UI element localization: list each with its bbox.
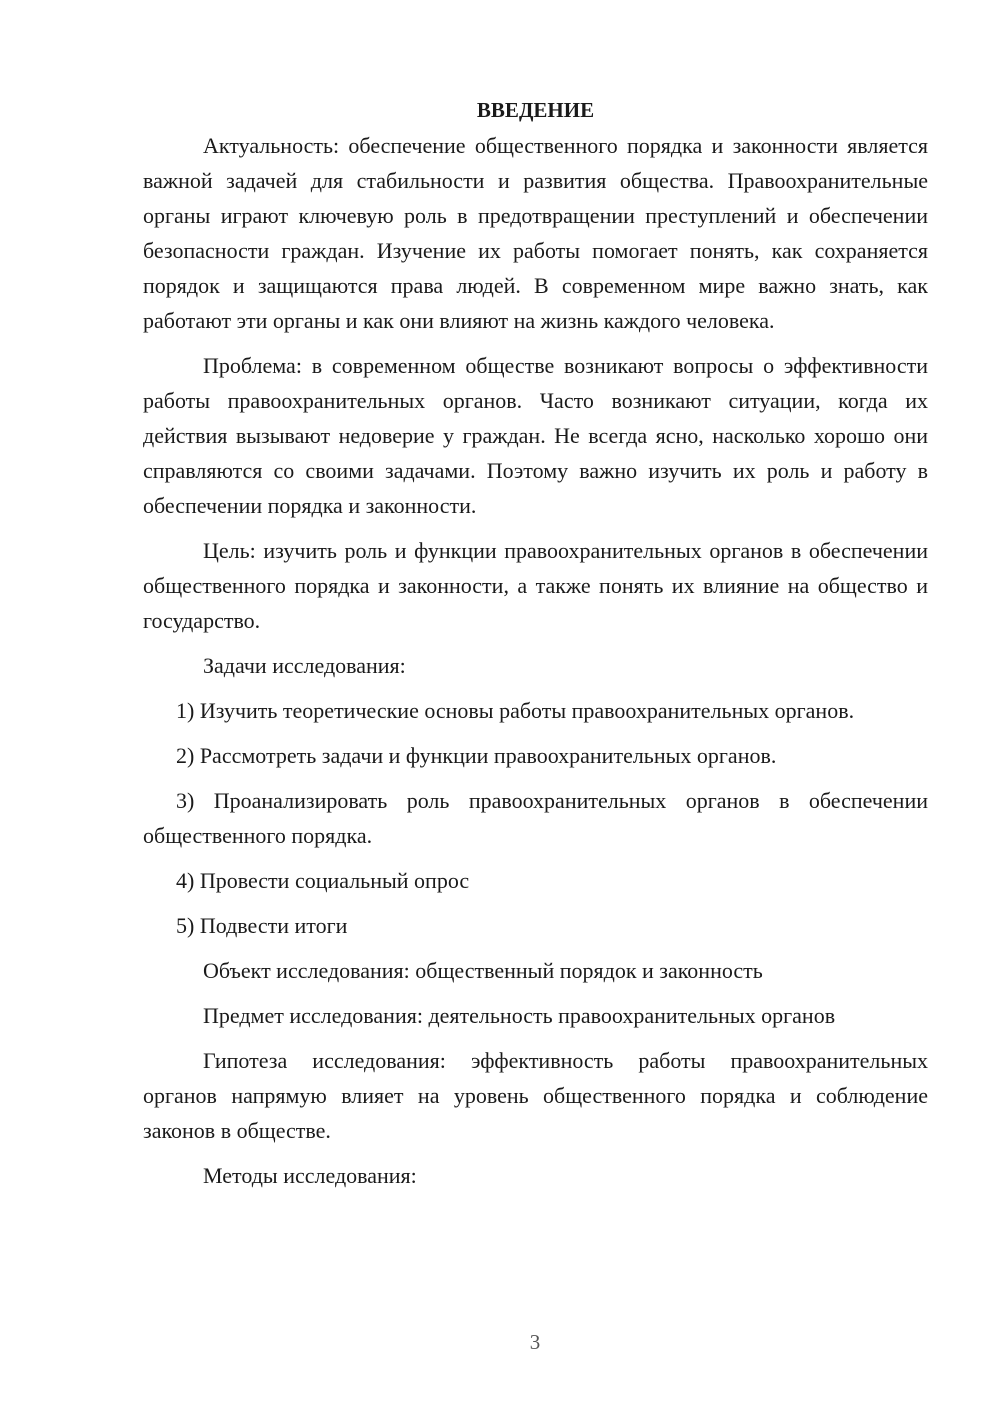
paragraph-subject: Предмет исследования: деятельность правоохранительных органов xyxy=(203,1003,836,1028)
page-number: 3 xyxy=(529,1330,541,1354)
paragraph-object: Объект исследования: общественный порядок и законность xyxy=(203,958,763,983)
section-title: ВВЕДЕНИЕ xyxy=(476,98,595,122)
paragraph-relevance: Актуальность: обеспечение общественного порядка и законности является важной задачей для стабильности и развития общества. Правоохранительные органы играют ключевую роль в предотвращении преступлений и обеспечении безопасности граждан. Изучение их работы помогает понять, как сохраняется порядок и защищаются права людей. В современном мире важно знать, как работают эти органы и как они влияют на жизнь каждого человека. xyxy=(143,133,928,333)
task-item-3: 3) Проанализировать роль правоохранительных органов в обеспечении общественного порядка. xyxy=(143,788,928,848)
task-item-1: 1) Изучить теоретические основы работы правоохранительных органов. xyxy=(176,698,855,723)
paragraph-goal: Цель: изучить роль и функции правоохранительных органов в обеспечении общественного порядка и законности, а также понять их влияние на общество и государство. xyxy=(143,538,928,633)
paragraph-problem: Проблема: в современном обществе возникают вопросы о эффективности работы правоохранительных органов. Часто возникают ситуации, когда их действия вызывают недоверие у граждан. Не всегда ясно, насколько хорошо они справляются со своими задачами. Поэтому важно изучить их роль и работу в обеспечении порядка и законности. xyxy=(143,353,928,518)
paragraph-hypothesis: Гипотеза исследования: эффективность работы правоохранительных органов напрямую влияет на уровень общественного порядка и соблюдение законов в обществе. xyxy=(143,1048,928,1143)
task-item-4: 4) Провести социальный опрос xyxy=(176,868,470,893)
task-item-2: 2) Рассмотреть задачи и функции правоохранительных органов. xyxy=(176,743,777,768)
paragraph-tasks-heading: Задачи исследования: xyxy=(203,653,406,678)
paragraph-methods: Методы исследования: xyxy=(203,1163,417,1188)
task-item-5: 5) Подвести итоги xyxy=(176,913,348,938)
document-page xyxy=(143,92,928,1203)
